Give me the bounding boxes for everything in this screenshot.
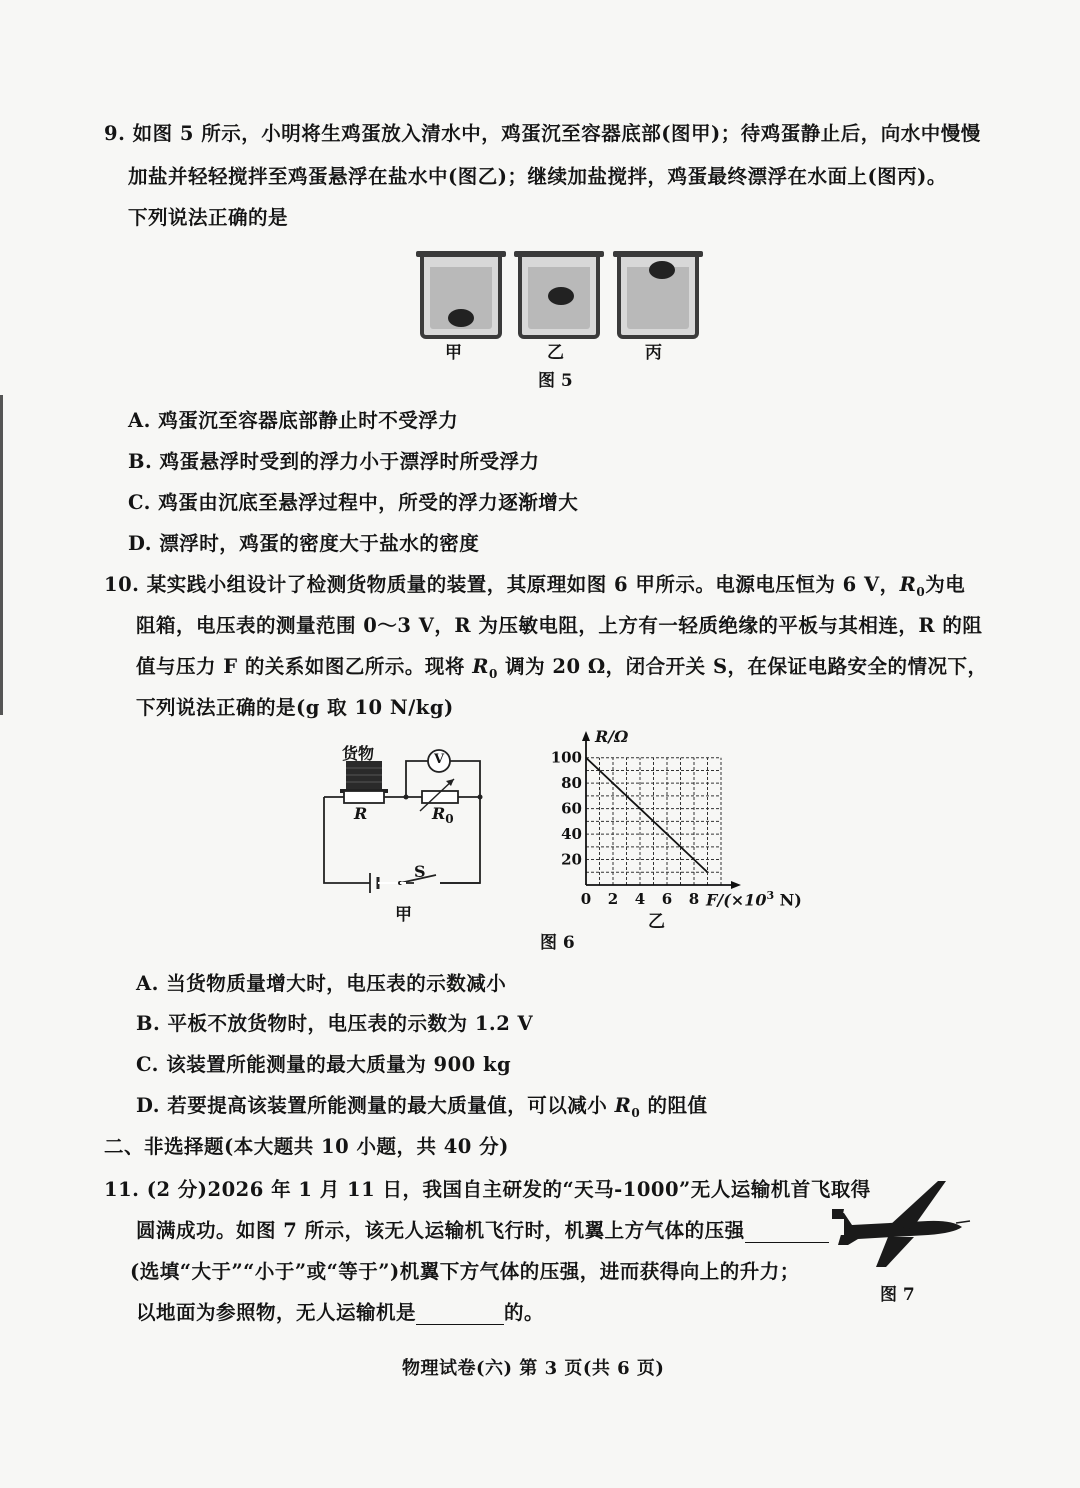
q11-line-3: (选填“大于”“小于”或“等于”)机翼下方气体的压强，进而获得向上的升力；	[130, 1260, 800, 1283]
x-tick-label: 2	[607, 890, 619, 908]
q10-option-c: C. 该装置所能测量的最大质量为 900 kg	[136, 1053, 512, 1076]
beaker-bing	[617, 253, 699, 339]
q10-option-b: B. 平板不放货物时，电压表的示数为 1.2 V	[136, 1012, 534, 1035]
x-tick-label: 8	[688, 890, 700, 908]
q10-line-3: 值与压力 F 的关系如图乙所示。现将 $R_0$ 调为 20 Ω，闭合开关 S，在保证电路安全的情况下，	[136, 655, 988, 681]
q11-line-2: 圆满成功。如图 7 所示，该无人运输机飞行时，机翼上方气体的压强	[136, 1215, 829, 1243]
x-tick-label: 0	[580, 890, 592, 908]
x-tick-label: 4	[634, 890, 646, 908]
circuit-label-switch: S	[414, 862, 426, 881]
y-tick-label: 100	[550, 748, 582, 767]
fig5-label-yi: 乙	[547, 343, 564, 363]
fig5-label-jia: 甲	[445, 343, 462, 363]
q11-blank-1[interactable]	[745, 1224, 829, 1243]
graph-xlabel: $F/(\times 10^3$ N)	[706, 889, 802, 910]
circuit-label-r: R	[354, 804, 368, 823]
x-axis-arrow	[731, 881, 741, 889]
q10-line-4: 下列说法正确的是(g 取 10 N/kg)	[136, 696, 454, 719]
series-line	[586, 758, 708, 873]
q10-option-a: A. 当货物质量增大时，电压表的示数减小	[136, 972, 507, 995]
q9-option-a: A. 鸡蛋沉至容器底部静止时不受浮力	[128, 409, 459, 432]
aircraft-silhouette	[828, 1175, 973, 1270]
circuit-caption: 甲	[395, 905, 412, 925]
resistor-r	[344, 791, 384, 803]
egg-sunk	[448, 309, 474, 327]
q10-option-d: D. 若要提高该装置所能测量的最大质量值，可以减小 $R_0$ 的阻值	[136, 1094, 708, 1120]
q11-blank-2[interactable]	[416, 1306, 504, 1325]
fig6-caption: 图 6	[540, 933, 575, 953]
beaker-jia	[420, 253, 502, 339]
y-tick-label: 40	[561, 825, 582, 844]
scan-edge-mark	[0, 395, 3, 715]
y-tick-label: 60	[561, 799, 582, 818]
y-tick-label: 80	[561, 774, 582, 793]
q10-line-1: 10. 某实践小组设计了检测货物质量的装置，其原理如图 6 甲所示。电源电压恒为 6 V，$R_0$为电	[104, 573, 966, 599]
q9-line-2: 加盐并轻轻搅拌至鸡蛋悬浮在盐水中(图乙)；继续加盐搅拌，鸡蛋最终漂浮在水面上(图丙)。	[128, 165, 947, 188]
q9-option-d: D. 漂浮时，鸡蛋的密度大于盐水的密度	[128, 532, 480, 555]
fig5-label-bing: 丙	[645, 343, 662, 363]
circuit-label-voltmeter: V	[434, 752, 445, 767]
q10-line-2: 阻箱，电压表的测量范围 0～3 V，R 为压敏电阻，上方有一轻质绝缘的平板与其相连，R 的阻	[136, 614, 983, 637]
q9-line-1: 9. 如图 5 所示，小明将生鸡蛋放入清水中，鸡蛋沉至容器底部(图甲)；待鸡蛋静止后，向水中慢慢	[104, 122, 981, 145]
q9-option-c: C. 鸡蛋由沉底至悬浮过程中，所受的浮力逐渐增大	[128, 491, 579, 514]
fig7-caption: 图 7	[880, 1285, 915, 1305]
egg-suspended	[548, 287, 574, 305]
q11-line-1: 11. (2 分)2026 年 1 月 11 日，我国自主研发的“天马-1000”无人运输机首飞取得	[104, 1178, 871, 1201]
q9-line-3: 下列说法正确的是	[128, 206, 289, 229]
egg-floating	[649, 261, 675, 279]
fig5-caption: 图 5	[538, 371, 573, 391]
beaker-yi	[518, 253, 600, 339]
x-tick-label: 6	[661, 890, 673, 908]
y-axis-arrow	[582, 731, 590, 741]
q9-option-b: B. 鸡蛋悬浮时受到的浮力小于漂浮时所受浮力	[128, 450, 540, 473]
graph-caption: 乙	[648, 912, 665, 932]
y-tick-label: 20	[561, 850, 582, 869]
circuit-label-r0: $R_0$	[432, 804, 454, 827]
graph-ylabel: R/Ω	[595, 727, 629, 746]
circuit-label-cargo: 货物	[342, 744, 375, 763]
q11-line-4: 以地面为参照物，无人运输机是 的。	[136, 1301, 545, 1324]
page-footer: 物理试卷(六) 第 3 页(共 6 页)	[402, 1358, 665, 1379]
circuit-diagram	[310, 735, 510, 925]
section-2-title: 二、非选择题(本大题共 10 小题，共 40 分)	[104, 1135, 509, 1158]
